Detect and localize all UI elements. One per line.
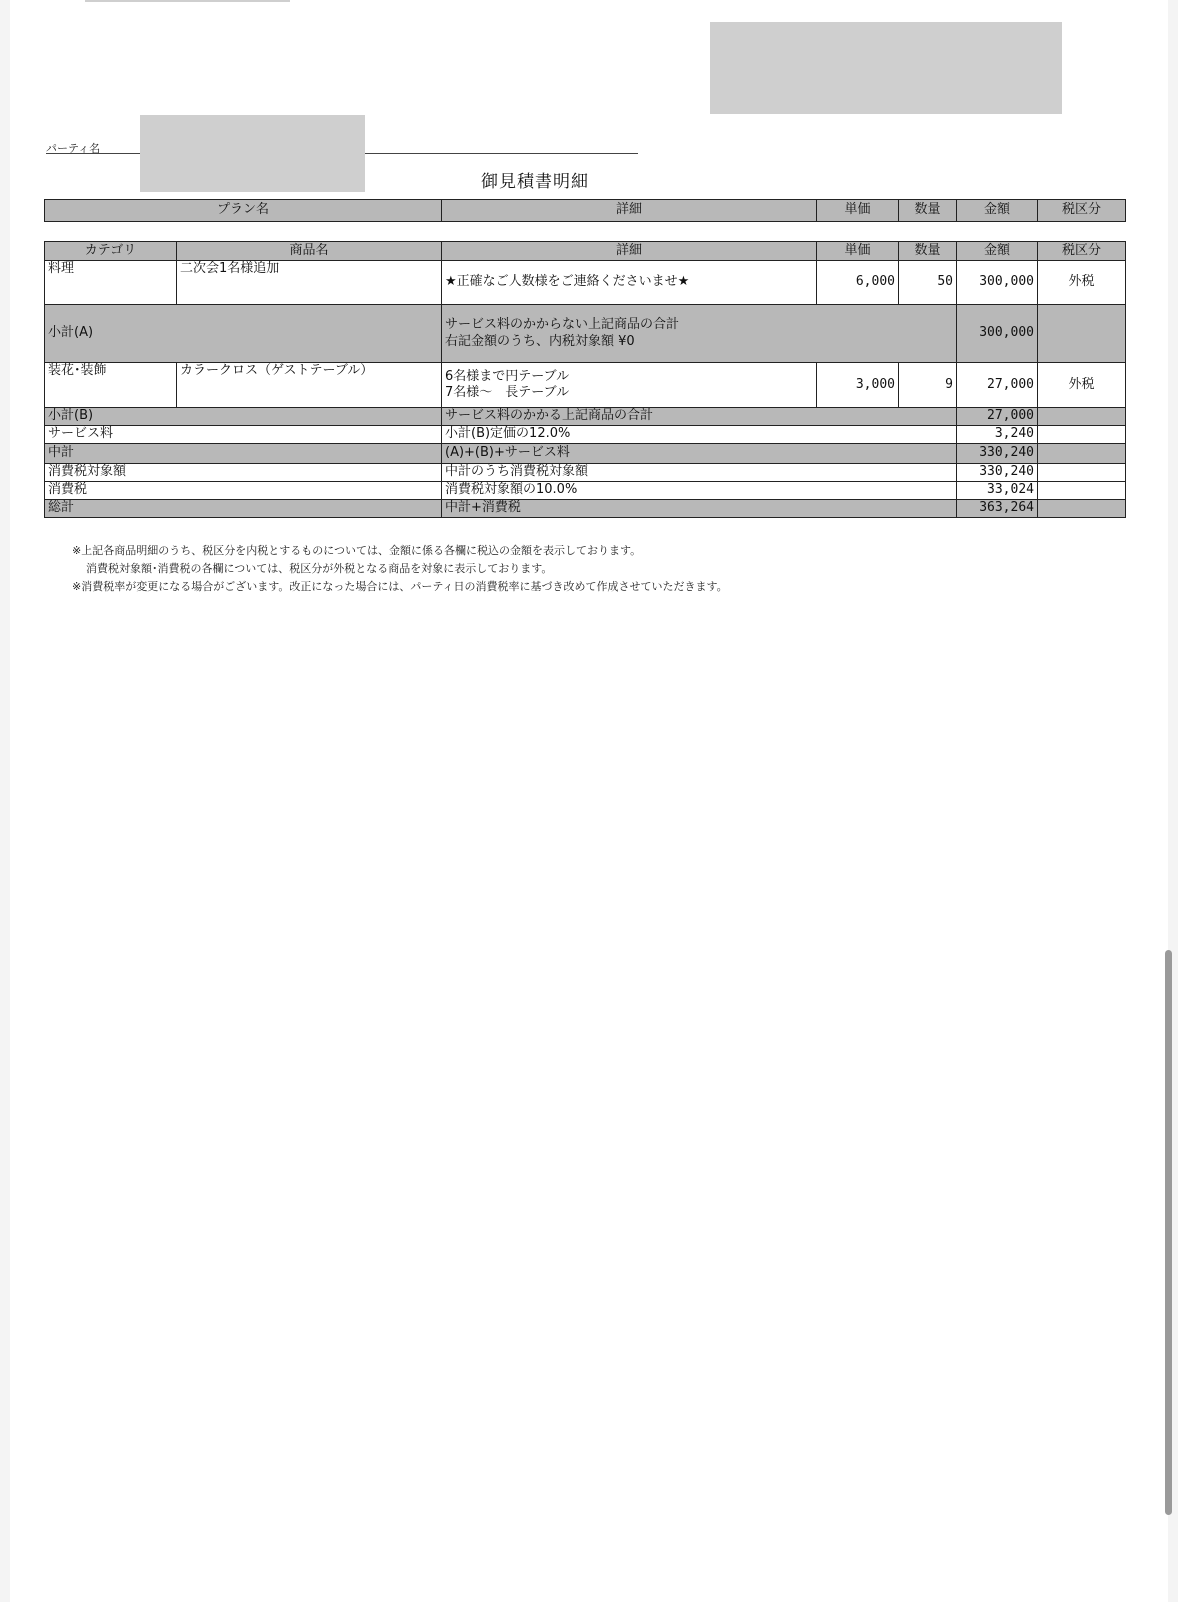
header-unit-price: 単価 [817,242,899,261]
summary-row-consumption-tax [45,482,1126,500]
summary-amount: 330,240 [957,464,1038,482]
table-row [45,261,1126,305]
subtotal-a-detail-line: サービス料のかからない上記商品の合計 [445,317,680,333]
scrollbar[interactable] [1162,0,1176,1602]
header-tax-class: 税区分 [1038,242,1126,261]
summary-tax-class [1038,408,1126,426]
summary-label: 中計 [45,444,442,464]
plan-table-header [45,200,1126,222]
redacted-block [710,22,1062,114]
summary-label: サービス料 [45,426,442,444]
summary-detail: 中計+消費税 [442,500,957,518]
document-title: 御見積書明細 [481,172,589,192]
summary-amount: 3,240 [957,426,1038,444]
summary-amount: 363,264 [957,500,1038,518]
summary-amount: 33,024 [957,482,1038,500]
row-tax-class: 外税 [1038,363,1126,408]
row-detail [442,363,817,408]
header-unit-price: 単価 [817,200,899,222]
summary-tax-class [1038,426,1126,444]
summary-detail: サービス料のかかる上記商品の合計 [442,408,957,426]
subtotal-a-amount: 300,000 [957,305,1038,363]
summary-detail: 消費税対象額の10.0% [442,482,957,500]
header-category: カテゴリ [45,242,177,261]
row-quantity: 50 [899,261,957,305]
summary-detail: (A)+(B)+サービス料 [442,444,957,464]
row-category: 装花･装飾 [45,363,177,408]
row-detail-line: 6名様まで円テーブル [445,368,570,384]
header-amount: 金額 [957,242,1038,261]
header-quantity: 数量 [899,200,957,222]
summary-label: 消費税 [45,482,442,500]
party-name-label: パーティ名 [46,142,101,155]
header-plan-name: プラン名 [45,200,442,222]
row-quantity: 9 [899,363,957,408]
subtotal-a-detail [442,305,957,363]
summary-tax-class [1038,464,1126,482]
items-table [44,241,1126,518]
summary-amount: 27,000 [957,408,1038,426]
summary-amount: 330,240 [957,444,1038,464]
header-amount: 金額 [957,200,1038,222]
document-page [10,0,1168,1602]
footnotes [72,542,728,596]
summary-row-service-charge [45,426,1126,444]
subtotal-a-detail-line: 右記金額のうち、内税対象額 ¥0 [445,333,635,349]
subtotal-a-label: 小計(A) [45,305,442,363]
summary-row-midtotal [45,444,1126,464]
row-category: 料理 [45,261,177,305]
header-tax-class: 税区分 [1038,200,1126,222]
row-tax-class: 外税 [1038,261,1126,305]
row-amount: 27,000 [957,363,1038,408]
subtotal-a-row [45,305,1126,363]
summary-label: 総計 [45,500,442,518]
items-table-header [45,242,1126,261]
scrollbar-thumb[interactable] [1165,950,1172,1515]
row-unit-price: 6,000 [817,261,899,305]
summary-row-taxable-amount [45,464,1126,482]
table-row [45,363,1126,408]
plan-table [44,199,1126,222]
header-quantity: 数量 [899,242,957,261]
summary-tax-class [1038,500,1126,518]
row-detail-line: 7名様～ 長テーブル [445,385,570,400]
footnote-line: ※消費税率が変更になる場合がございます。改正になった場合には、パーティ日の消費税率に基づき改めて作成させていただきます。 [72,580,728,593]
summary-tax-class [1038,444,1126,464]
row-detail: ★正確なご人数様をご連絡くださいませ★ [442,261,817,305]
header-detail: 詳細 [442,200,817,222]
summary-row-grand-total [45,500,1126,518]
summary-label: 消費税対象額 [45,464,442,482]
redacted-block [85,0,290,2]
row-amount: 300,000 [957,261,1038,305]
row-product-name: 二次会1名様追加 [177,261,442,305]
row-product-name: カラークロス（ゲストテーブル） [177,363,442,408]
header-detail: 詳細 [442,242,817,261]
subtotal-a-tax-class [1038,305,1126,363]
summary-tax-class [1038,482,1126,500]
row-unit-price: 3,000 [817,363,899,408]
summary-label: 小計(B) [45,408,442,426]
header-product-name: 商品名 [177,242,442,261]
summary-row-subtotal-b [45,408,1126,426]
summary-detail: 小計(B)定価の12.0% [442,426,957,444]
footnote-line: 消費税対象額･消費税の各欄については、税区分が外税となる商品を対象に表示しております。 [86,562,553,575]
footnote-line: ※上記各商品明細のうち、税区分を内税とするものについては、金額に係る各欄に税込の金額を表示しております。 [72,544,642,557]
summary-detail: 中計のうち消費税対象額 [442,464,957,482]
